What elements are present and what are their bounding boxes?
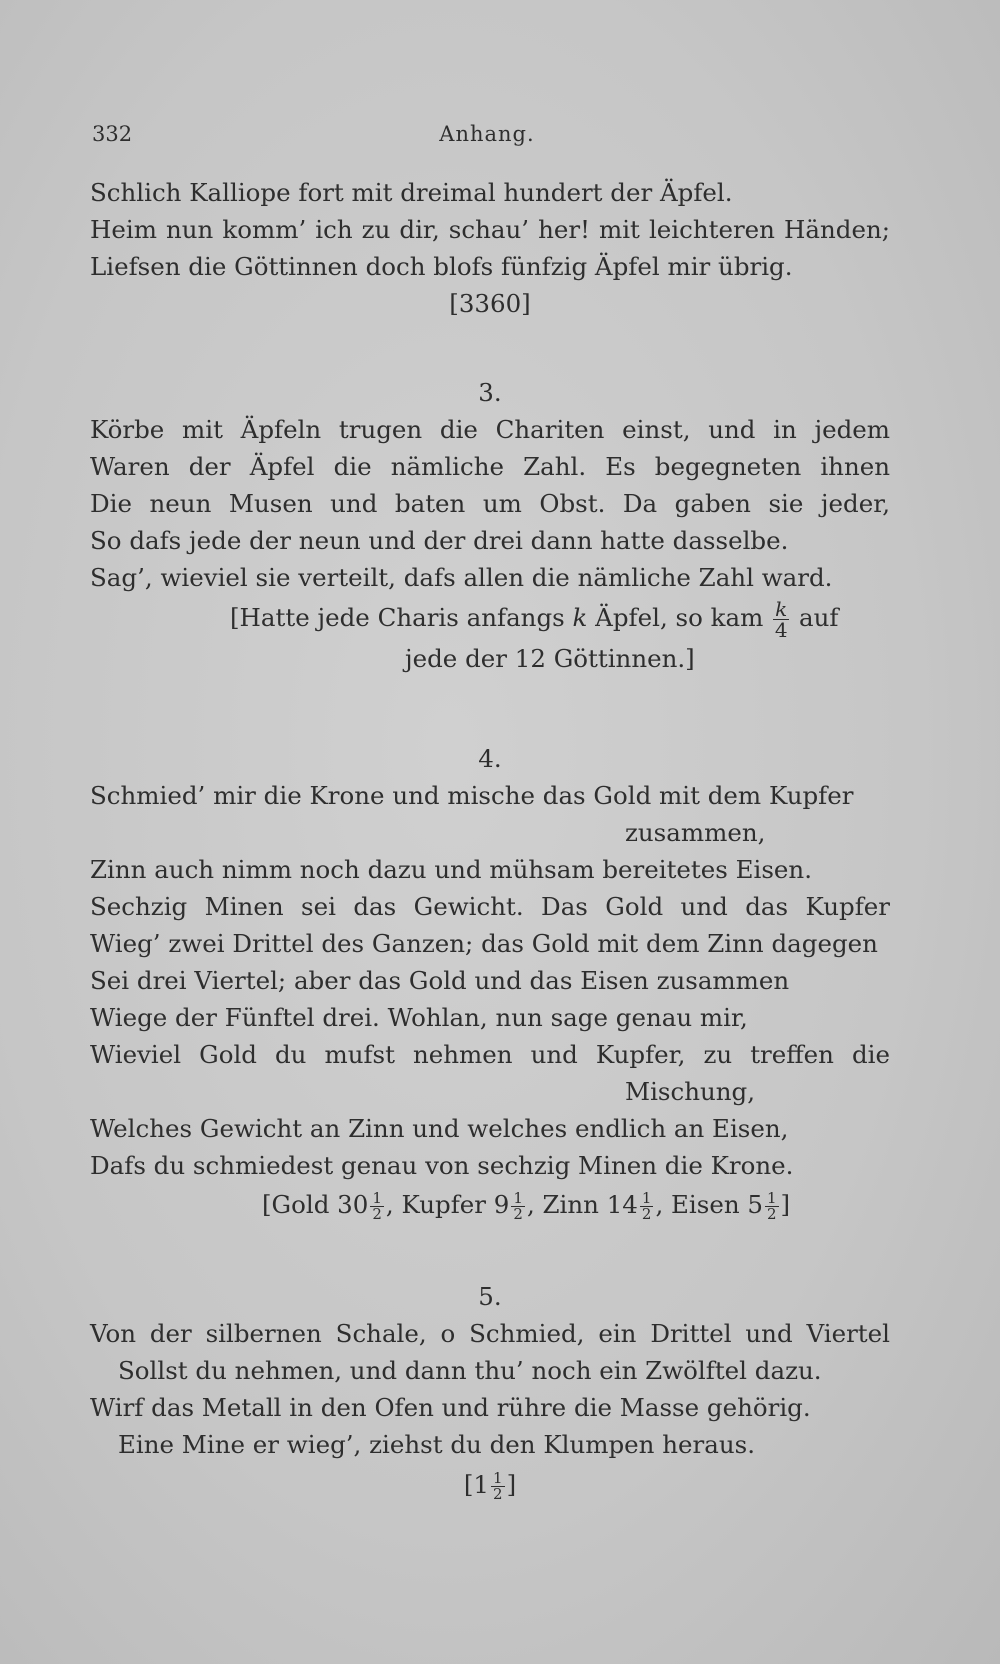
verse-line: Von der silbernen Schale, o Schmied, ein Drittel und Viertel	[90, 1319, 890, 1348]
verse-line: Sei drei Viertel; aber das Gold und das Eisen zusammen	[90, 966, 790, 995]
verse-line: Sechzig Minen sei das Gewicht. Das Gold und das Kupfer	[90, 892, 890, 921]
fraction-half: $\frac{1}{2}$	[372, 1189, 382, 1223]
verse-line: Zinn auch nimm noch dazu und mühsam bereitetes Eisen.	[90, 855, 812, 884]
verse-line: Sag’, wieviel sie verteilt, dafs allen die nämliche Zahl ward.	[90, 563, 833, 592]
verse-line-cont: zusammen,	[625, 818, 766, 847]
page-number: 332	[92, 122, 133, 146]
verse-line: Wieviel Gold du mufst nehmen und Kupfer, zu treffen die	[90, 1040, 890, 1069]
verse-line: Körbe mit Äpfeln trugen die Chariten einst, und in jedem	[90, 415, 890, 444]
verse-line: Welches Gewicht an Zinn und welches endlich an Eisen,	[90, 1114, 789, 1143]
problem-number: 5.	[478, 1282, 502, 1311]
verse-line: Waren der Äpfel die nämliche Zahl. Es begegneten ihnen	[90, 452, 890, 481]
answer-line: [Hatte jede Charis anfangs k Äpfel, so kam $\frac{k}{4}$ auf	[230, 597, 839, 642]
problem-3	[90, 374, 890, 677]
verse-line: Eine Mine er wieg’, ziehst du den Klumpen heraus.	[118, 1430, 755, 1459]
verse-line-cont: Mischung,	[625, 1077, 756, 1106]
running-title: Anhang.	[439, 122, 535, 146]
verse-line: Schlich Kalliope fort mit dreimal hundert der Äpfel.	[90, 178, 733, 207]
verse-line: Dafs du schmiedest genau von sechzig Minen die Krone.	[90, 1151, 794, 1180]
page-header	[92, 122, 882, 156]
fraction-k-over-4: $\frac{k}{4}$	[774, 597, 788, 642]
verse-line: Liefsen die Göttinnen doch blofs fünfzig Äpfel mir übrig.	[90, 252, 793, 281]
fraction-half: $\frac{1}{2}$	[493, 1469, 503, 1503]
answer-line: [3360]	[449, 289, 531, 318]
problem-5	[90, 1278, 890, 1507]
problem-number: 3.	[478, 378, 502, 407]
verse-line: Wieg’ zwei Drittel des Ganzen; das Gold mit dem Zinn dagegen	[90, 929, 878, 958]
verse-line: So dafs jede der neun und der drei dann hatte dasselbe.	[90, 526, 789, 555]
verse-line: Heim nun komm’ ich zu dir, schau’ her! mit leichteren Händen;	[90, 215, 890, 244]
verse-line: Die neun Musen und baten um Obst. Da gaben sie jeder,	[90, 489, 890, 518]
verse-line: Schmied’ mir die Krone und mische das Gold mit dem Kupfer	[90, 781, 854, 810]
problem-4	[90, 740, 890, 1226]
verse-line: Wirf das Metall in den Ofen und rühre die Masse gehörig.	[90, 1393, 811, 1422]
problem-number: 4.	[478, 744, 502, 773]
verse-line: Sollst du nehmen, und dann thu’ noch ein Zwölftel dazu.	[118, 1356, 822, 1385]
verse-line: Wiege der Fünftel drei. Wohlan, nun sage genau mir,	[90, 1003, 748, 1032]
fraction-half: $\frac{1}{2}$	[513, 1189, 523, 1223]
fraction-half: $\frac{1}{2}$	[641, 1189, 652, 1223]
answer-line: [1 $\frac{1}{2}$ ]	[463, 1469, 517, 1503]
intro-block	[90, 174, 890, 322]
answer-line: [Gold 30 $\frac{1}{2}$ , Kupfer 9 $\frac{1}{2}$ , Zinn 14 $\frac{1}{2}$ , Eisen 5 $\frac{1}{2}$ ]	[262, 1189, 791, 1223]
answer-line-cont: jede der 12 Göttinnen.]	[405, 644, 695, 673]
fraction-half: $\frac{1}{2}$	[766, 1189, 777, 1223]
variable-k: k	[572, 603, 588, 632]
